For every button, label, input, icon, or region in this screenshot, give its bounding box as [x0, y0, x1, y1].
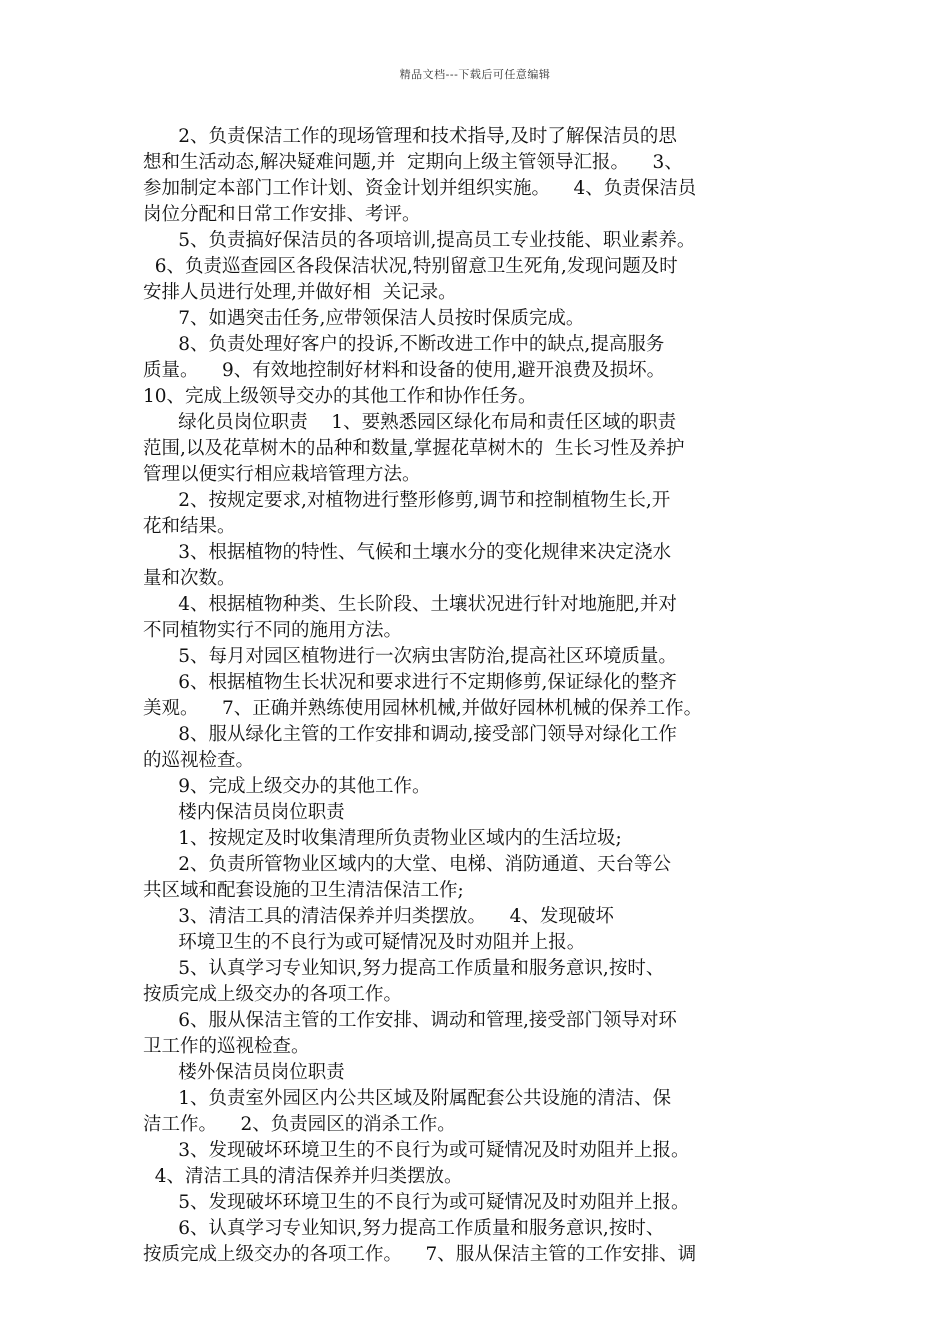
text-line: 安排人员进行处理,并做好相 关记录。: [143, 282, 457, 303]
text-line: 5、认真学习专业知识,努力提高工作质量和服务意识,按时、: [143, 958, 665, 979]
text-line: 3、清洁工具的清洁保养并归类摆放。 4、发现破坏: [143, 906, 614, 927]
text-line: 4、根据植物种类、生长阶段、土壤状况进行针对地施肥,并对: [143, 594, 677, 615]
text-line: 楼内保洁员岗位职责: [143, 802, 345, 823]
document-body: [143, 124, 813, 1268]
text-line: 楼外保洁员岗位职责: [143, 1062, 345, 1083]
text-line: 环境卫生的不良行为或可疑情况及时劝阻并上报。: [143, 932, 586, 953]
text-line: 不同植物实行不同的施用方法。: [143, 620, 403, 641]
text-line: 想和生活动态,解决疑难问题,并 定期向上级主管领导汇报。 3、: [143, 152, 683, 173]
text-line: 4、清洁工具的清洁保养并归类摆放。: [143, 1166, 463, 1187]
text-line: 6、服从保洁主管的工作安排、调动和管理,接受部门领导对环: [143, 1010, 677, 1031]
text-line: 7、如遇突击任务,应带领保洁人员按时保质完成。: [143, 308, 585, 329]
text-line: 3、发现破坏环境卫生的不良行为或可疑情况及时劝阻并上报。: [143, 1140, 690, 1161]
text-line: 按质完成上级交办的各项工作。: [143, 984, 403, 1005]
text-line: 按质完成上级交办的各项工作。 7、服从保洁主管的工作安排、调: [143, 1244, 697, 1265]
text-line: 花和结果。: [143, 516, 236, 537]
text-line: 质量。 9、有效地控制好材料和设备的使用,避开浪费及损坏。: [143, 360, 666, 381]
page-header: 精品文档---下载后可任意编辑: [399, 68, 551, 81]
text-line: 绿化员岗位职责 1、要熟悉园区绿化布局和责任区域的职责: [143, 412, 677, 433]
text-line: 1、按规定及时收集清理所负责物业区域内的生活垃圾;: [143, 828, 622, 849]
text-line: 范围,以及花草树木的品种和数量,掌握花草树木的 生长习性及养护: [143, 438, 685, 459]
text-line: 5、负责搞好保洁员的各项培训,提高员工专业技能、职业素养。: [143, 230, 696, 251]
text-line: 6、负责巡查园区各段保洁状况,特别留意卫生死角,发现问题及时: [143, 256, 678, 277]
text-line: 2、负责所管物业区域内的大堂、电梯、消防通道、天台等公: [143, 854, 672, 875]
text-line: 8、服从绿化主管的工作安排和调动,接受部门领导对绿化工作: [143, 724, 677, 745]
text-line: 6、认真学习专业知识,努力提高工作质量和服务意识,按时、: [143, 1218, 665, 1239]
text-line: 5、每月对园区植物进行一次病虫害防治,提高社区环境质量。: [143, 646, 677, 667]
text-line: 1、负责室外园区内公共区域及附属配套公共设施的清洁、保: [143, 1088, 672, 1109]
text-line: 9、完成上级交办的其他工作。: [143, 776, 431, 797]
text-line: 2、负责保洁工作的现场管理和技术指导,及时了解保洁员的思: [143, 126, 677, 147]
text-line: 参加制定本部门工作计划、资金计划并组织实施。 4、负责保洁员: [143, 178, 697, 199]
text-line: 3、根据植物的特性、气候和土壤水分的变化规律来决定浇水: [143, 542, 672, 563]
text-line: 洁工作。 2、负责园区的消杀工作。: [143, 1114, 456, 1135]
text-line: 10、完成上级领导交办的其他工作和协作任务。: [143, 386, 537, 407]
text-line: 2、按规定要求,对植物进行整形修剪,调节和控制植物生长,开: [143, 490, 671, 511]
text-line: 量和次数。: [143, 568, 236, 589]
text-line: 的巡视检查。: [143, 750, 255, 771]
text-line: 美观。 7、正确并熟练使用园林机械,并做好园林机械的保养工作。: [143, 698, 703, 719]
text-line: 共区域和配套设施的卫生清洁保洁工作;: [143, 880, 464, 901]
text-line: 卫工作的巡视检查。: [143, 1036, 310, 1057]
text-line: 5、发现破坏环境卫生的不良行为或可疑情况及时劝阻并上报。: [143, 1192, 690, 1213]
text-line: 8、负责处理好客户的投诉,不断改进工作中的缺点,提高服务: [143, 334, 665, 355]
text-line: 6、根据植物生长状况和要求进行不定期修剪,保证绿化的整齐: [143, 672, 677, 693]
text-line: 岗位分配和日常工作安排、考评。: [143, 204, 421, 225]
text-line: 管理以便实行相应栽培管理方法。: [143, 464, 421, 485]
